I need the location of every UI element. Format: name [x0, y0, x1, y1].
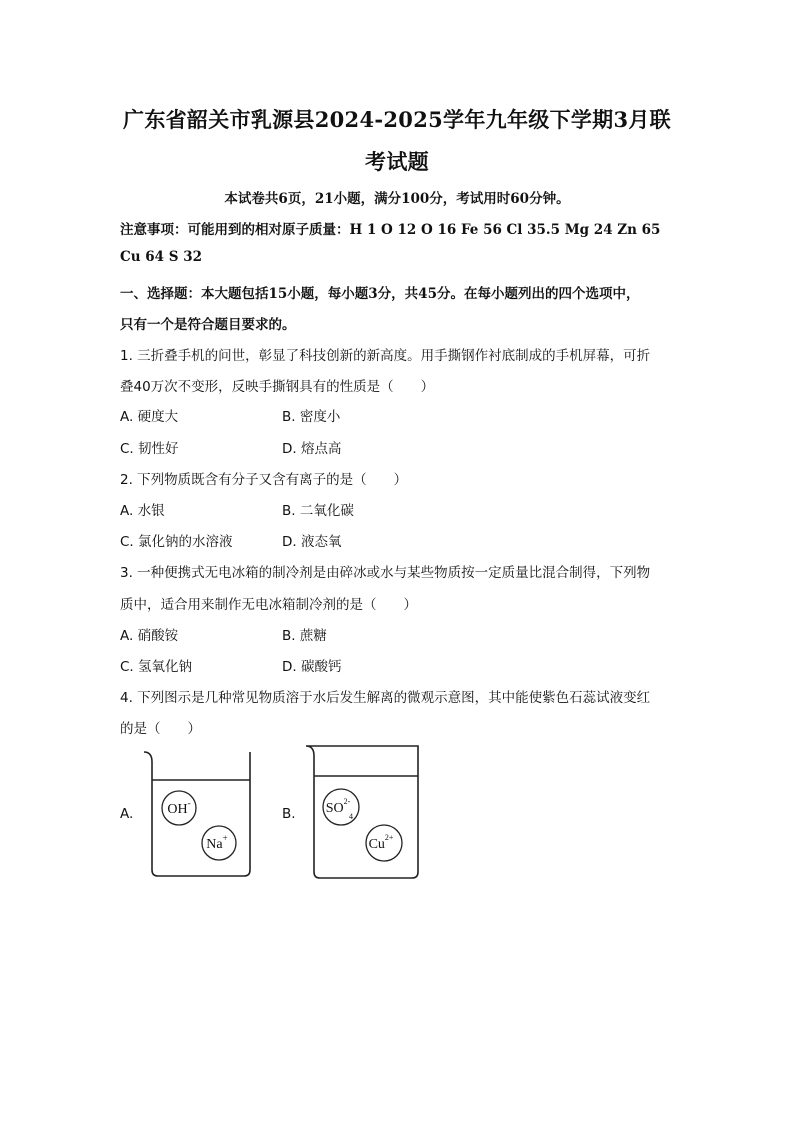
question-3-option-a[interactable]: A. 硝酸铵 — [120, 628, 179, 644]
question-4-line2: 的是（ ） — [120, 721, 201, 737]
question-1-option-d[interactable]: D. 熔点高 — [282, 441, 342, 457]
section1-heading-line2: 只有一个是符合题目要求的。 — [120, 317, 296, 333]
exam-title-line1: 广东省韶关市乳源县2024-2025学年九年级下学期3月联 — [123, 107, 671, 132]
ion-oh-charge: - — [187, 798, 191, 808]
question-1-option-c[interactable]: C. 韧性好 — [120, 441, 179, 457]
beaker-b-figure — [302, 744, 422, 882]
svg-text:Cu2+ — [369, 833, 394, 852]
ion-so4-circle — [323, 789, 359, 825]
ion-so4-charge: 2- — [343, 797, 351, 806]
question-1-option-b[interactable]: B. 密度小 — [282, 409, 341, 425]
question-1-line2: 叠40万次不变形，反映手撕钢具有的性质是（ ） — [120, 379, 435, 395]
beaker-b-outline — [306, 746, 418, 878]
ion-cu-circle — [366, 825, 402, 861]
question-2-line1: 2. 下列物质既含有分子又含有离子的是（ ） — [120, 472, 408, 488]
question-2-option-d[interactable]: D. 液态氧 — [282, 534, 342, 550]
question-3-line1: 3. 一种便携式无电冰箱的制冷剂是由碎冰或水与某些物质按一定质量比混合制得，下列物 — [120, 565, 651, 581]
question-4-line1: 4. 下列图示是几种常见物质溶于水后发生解离的微观示意图，其中能使紫色石蕊试液变红 — [120, 690, 651, 706]
section1-heading-line1: 一、选择题：本大题包括15小题，每小题3分，共45分。在每小题列出的四个选项中， — [120, 286, 640, 302]
notes-line1: 注意事项：可能用到的相对原子质量：H 1 O 12 O 16 Fe 56 Cl 35.5 Mg 24 Zn 65 — [120, 222, 661, 238]
question-3-option-b[interactable]: B. 蔗糖 — [282, 628, 327, 644]
beaker-a-figure — [140, 750, 255, 880]
question-4-option-a-label[interactable]: A. — [120, 806, 134, 822]
ion-cu-symbol: Cu — [368, 837, 385, 852]
question-4-option-b-label[interactable]: B. — [282, 806, 296, 822]
ion-oh-circle — [162, 791, 196, 825]
question-3-option-d[interactable]: D. 碳酸钙 — [282, 659, 342, 675]
question-2-option-b[interactable]: B. 二氧化碳 — [282, 503, 354, 519]
ion-oh-symbol: OH — [167, 802, 188, 817]
question-1-line1: 1. 三折叠手机的问世，彰显了科技创新的新高度。用手撕钢作衬底制成的手机屏幕，可折 — [120, 348, 651, 364]
ion-na-charge: + — [222, 833, 228, 843]
beaker-a-outline — [144, 752, 250, 876]
svg-text:SO2- — [326, 797, 351, 816]
notes-line2: Cu 64 S 32 — [120, 249, 202, 265]
question-1-option-a[interactable]: A. 硬度大 — [120, 409, 179, 425]
ion-cu-charge: 2+ — [384, 833, 394, 842]
ion-na-symbol: Na — [206, 837, 223, 852]
svg-text:Na+ — [206, 833, 227, 852]
svg-text:OH- — [167, 798, 190, 817]
exam-title-line2: 考试题 — [365, 149, 429, 174]
ion-na-circle — [202, 826, 236, 860]
ion-so4-subscript: 4 — [349, 812, 353, 821]
question-3-option-c[interactable]: C. 氢氧化钠 — [120, 659, 193, 675]
question-2-option-c[interactable]: C. 氯化钠的水溶液 — [120, 534, 233, 550]
exam-info: 本试卷共6页，21小题，满分100分，考试用时60分钟。 — [224, 191, 570, 207]
ion-so4-symbol: SO — [325, 801, 344, 816]
question-3-line2: 质中，适合用来制作无电冰箱制冷剂的是（ ） — [120, 597, 417, 613]
question-2-option-a[interactable]: A. 水银 — [120, 503, 165, 519]
